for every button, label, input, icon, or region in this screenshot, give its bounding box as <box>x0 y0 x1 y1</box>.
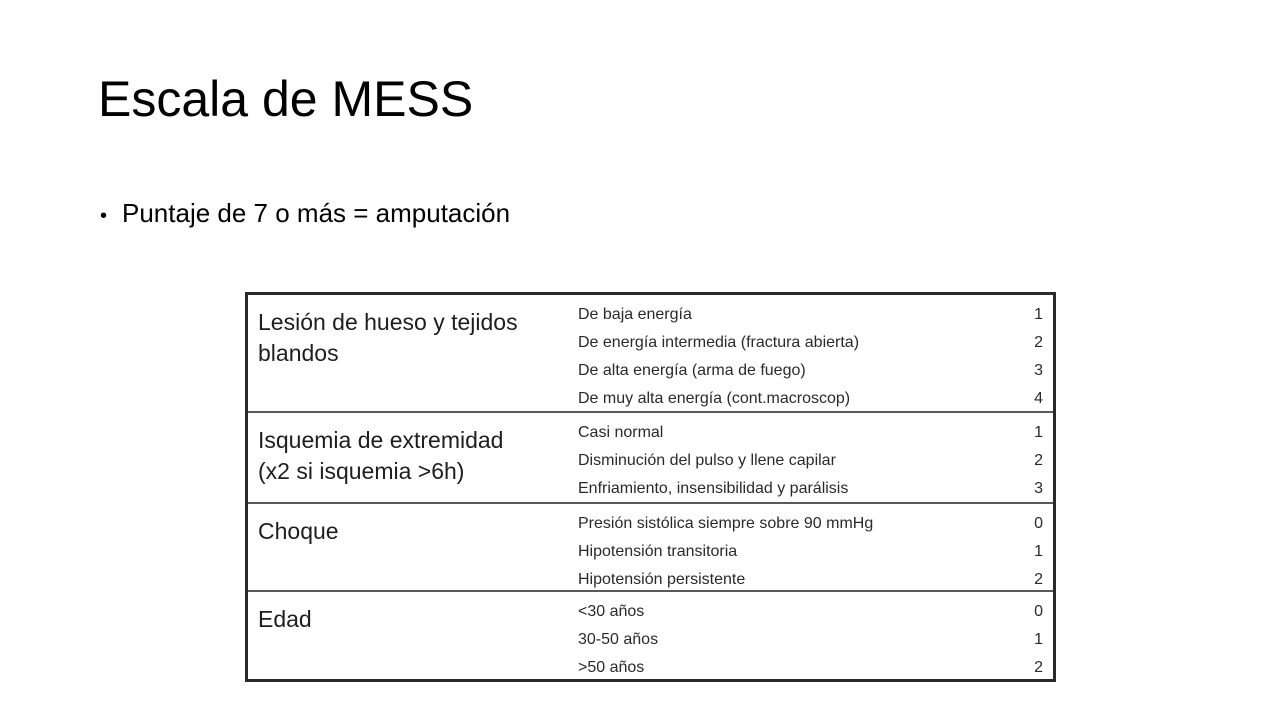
table-row <box>578 447 1053 475</box>
table-row <box>578 385 1053 413</box>
item-score: 1 <box>1034 424 1043 441</box>
table-row <box>578 357 1053 385</box>
item-score: 0 <box>1034 515 1043 532</box>
table-section-ischemia <box>248 413 1053 504</box>
section-label-line: blandos <box>258 340 339 366</box>
bullet-text: Puntaje de 7 o más = amputación <box>122 198 511 228</box>
item-text: De baja energía <box>578 306 692 323</box>
item-text: De muy alta energía (cont.macroscop) <box>578 390 851 407</box>
table-row <box>578 329 1053 357</box>
bullet-list <box>100 198 510 229</box>
bullet-item <box>100 198 510 229</box>
item-text: >50 años <box>578 659 645 676</box>
item-score: 2 <box>1034 452 1043 469</box>
table-row <box>578 419 1053 447</box>
item-text: Enfriamiento, insensibilidad y parálisis <box>578 480 849 497</box>
table-row <box>578 510 1053 538</box>
item-text: De energía intermedia (fractura abierta) <box>578 334 860 351</box>
section-label-line: Edad <box>258 606 312 632</box>
item-score: 0 <box>1034 603 1043 620</box>
item-score: 1 <box>1034 631 1043 648</box>
table-row <box>578 626 1053 654</box>
item-score: 1 <box>1034 306 1043 323</box>
table-section-age <box>248 592 1053 679</box>
item-text: De alta energía (arma de fuego) <box>578 362 806 379</box>
item-score: 4 <box>1034 390 1043 407</box>
section-label <box>248 295 578 411</box>
section-label <box>248 413 578 502</box>
item-text: Casi normal <box>578 424 664 441</box>
section-label-line: Lesión de hueso y tejidos <box>258 309 518 335</box>
table-row <box>578 654 1053 682</box>
item-text: <30 años <box>578 603 645 620</box>
section-label <box>248 504 578 590</box>
item-text: Presión sistólica siempre sobre 90 mmHg <box>578 515 874 532</box>
mess-score-table <box>245 292 1056 682</box>
table-row <box>578 538 1053 566</box>
item-text: Hipotensión persistente <box>578 571 746 588</box>
section-label-line: Isquemia de extremidad <box>258 427 504 453</box>
section-items <box>578 504 1053 590</box>
table-row <box>578 301 1053 329</box>
table-section-bone-soft-tissue <box>248 295 1053 413</box>
section-items <box>578 295 1053 411</box>
item-score: 3 <box>1034 480 1043 497</box>
table-section-shock <box>248 504 1053 592</box>
slide-title: Escala de MESS <box>98 71 474 127</box>
section-items <box>578 592 1053 679</box>
bullet-dot-icon: • <box>100 205 108 227</box>
section-label <box>248 592 578 679</box>
item-text: Disminución del pulso y llene capilar <box>578 452 836 469</box>
item-text: 30-50 años <box>578 631 659 648</box>
item-score: 1 <box>1034 543 1043 560</box>
table-row <box>578 566 1053 594</box>
item-score: 2 <box>1034 659 1043 676</box>
item-score: 2 <box>1034 571 1043 588</box>
section-items <box>578 413 1053 502</box>
item-text: Hipotensión transitoria <box>578 543 738 560</box>
item-score: 2 <box>1034 334 1043 351</box>
table-row <box>578 475 1053 503</box>
item-score: 3 <box>1034 362 1043 379</box>
section-label-line: Choque <box>258 518 339 544</box>
section-label-line: (x2 si isquemia >6h) <box>258 458 465 484</box>
table-row <box>578 598 1053 626</box>
